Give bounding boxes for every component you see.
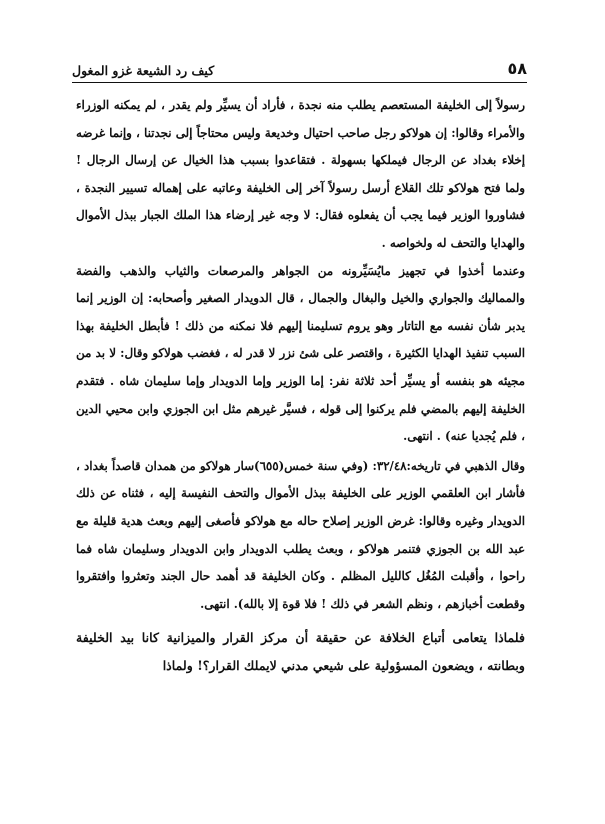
paragraph: وعندما أخذوا في تجهيز مايُسَيِّرونه من الجواهر والمرصعات والثياب والذهب والفضة والمماليك والجواري والخيل والبغال والجمال ، قال الدويدار الصغير وأصحابه: إن الوزير إنما يدبر شأن نفسه مع التاتار وهو يروم تسليمنا إليهم فلا نمكنه من ذلك ! فأبطل الخليفة بهذا السبب تنفيذ الهدايا الكثيرة ، واقتصر على شئ نزر لا قدر له ، فغضب هولاكو وقال: لا بد من مجيئه هو بنفسه أو يسيِّر أحد ثلاثة نفر: إما الوزير وإما الدويدار وإما سليمان شاه . فتقدم الخليفة إليهم بالمضي فلم يركنوا إلى قوله ، فسيَّر غيرهم مثل ابن الجوزي وابن محيي الدين ، فلم يُجديا عنه) . انتهى. bbox=[76, 263, 525, 444]
body-text bbox=[76, 92, 525, 679]
paragraph: رسولاً إلى الخليفة المستعصم يطلب منه نجدة ، فأراد أن يسيِّر ولم يقدر ، لم يمكنه الوزراء والأمراء وقالوا: إن هولاكو رجل صاحب احتيال وخديعة وليس محتاجاً إلى نجدتنا ، وإنما غرضه إخلاء بغداد عن الرجال فيملكها بسهولة . فتقاعدوا بسبب هذا الخيال عن إرسال الرجال ! ولما فتح هولاكو تلك القلاع أرسل رسولاً آخر إلى الخليفة وعاتبه على إهماله تسيير النجدة ، فشاوروا الوزير فيما يجب أن يفعلوه فقال: لا وجه غير إرضاء هذا الملك الجبار ببذل الأموال والهدايا والتحف له ولخواصه . bbox=[76, 98, 525, 250]
paragraph: فلماذا يتعامى أتباع الخلافة عن حقيقة أن مركز القرار والميزانية كانا بيد الخليفة وبطانته ، ويضعون المسؤولية على شيعي مدني لايملك القرار؟! ولماذا bbox=[76, 630, 525, 673]
quotation-paragraph: وقال الذهبي في تاريخه:٣٢/٤٨: (وفي سنة خمس(٦٥٥)سار هولاكو من همدان قاصداً بغداد ، فأشار ابن العلقمي الوزير على الخليفة ببذل الأموال والتحف النفيسة إليه ، فثناه عن ذلك الدويدار وغيره وقالوا: غرض الوزير إصلاح حاله مع هولاكو فأصغى إليهم وبعث هدية قليلة مع عبد الله بن الجوزي فتنمر هولاكو ، وبعث يطلب الدويدار وابن الدويدار وسليمان شاه فما راحوا ، وأقبلت المُغُل كالليل المظلم . وكان الخليفة قد أهمد حال الجند وتعثروا وافتقروا وقطعت أخبازهم ، ونظم الشعر في ذلك ! فلا قوة إلا بالله). انتهى. bbox=[76, 458, 525, 611]
running-title: كيف رد الشيعة غزو المغول bbox=[72, 63, 215, 78]
page-header bbox=[72, 54, 527, 83]
page-number: ٥٨ bbox=[507, 59, 527, 78]
